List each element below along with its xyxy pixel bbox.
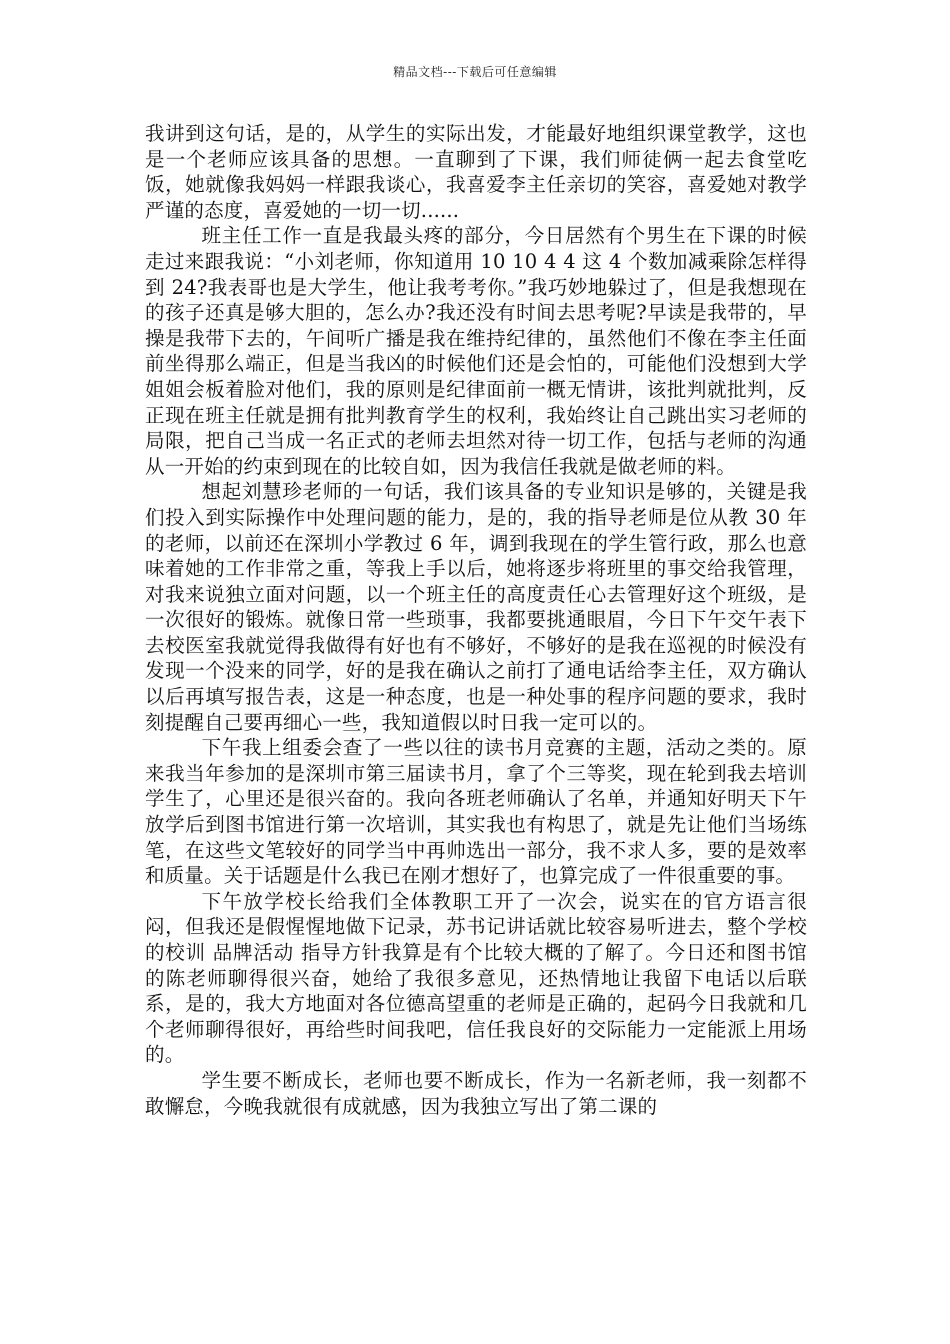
- paragraph-mentor-advice: 想起刘慧珍老师的一句话，我们该具备的专业知识是够的，关键是我们投入到实际操作中处理问题的能力，是的，我的指导老师是位从教 30 年的老师，以前还在深圳小学教过 6 年，调到我现在的学生管行政，那么也意味着她的工作非常之重，等我上手以后，她将逐步将班里的事交给我管理，对我来说独立面对问题，以一个班主任的高度责任心去管理好这个班级，是一次很好的锻炼。就像日常一些琐事，我都要挑通眼眉，今日下午交午表下去校医室我就觉得我做得有好也有不够好，不够好的是我在巡视的时候没有发现一个没来的同学，好的是我在确认之前打了通电话给李主任，双方确认以后再填写报告表，这是一种态度，也是一种处事的程序问题的要求，我时刻提醒自己要再细心一些，我知道假以时日我一定可以的。: [145, 480, 807, 734]
- paragraph-reading-month: 下午我上组委会查了一些以往的读书月竞赛的主题，活动之类的。原来我当年参加的是深圳市第三届读书月，拿了个三等奖，现在轮到我去培训学生了，心里还是很兴奋的。我向各班老师确认了名单，并通知好明天下午放学后到图书馆进行第一次培训，其实我也有构思了，就是先让他们当场练笔，在这些文笔较好的同学当中再帅选出一部分，我不求人多，要的是效率和质量。关于话题是什么我已在刚才想好了，也算完成了一件很重要的事。: [145, 736, 807, 888]
- paragraph-continued: 我讲到这句话，是的，从学生的实际出发，才能最好地组织课堂教学，这也是一个老师应该具备的思想。一直聊到了下课，我们师徒俩一起去食堂吃饭，她就像我妈妈一样跟我谈心，我喜爱李主任亲切的笑容，喜爱她对教学严谨的态度，喜爱她的一切一切......: [145, 122, 807, 222]
- paragraph-staff-meeting: 下午放学校长给我们全体教职工开了一次会，说实在的官方语言很闷，但我还是假惺惺地做下记录，苏书记讲话就比较容易听进去，整个学校的校训 品牌活动 指导方针我算是有个比较大概的了解了。今日还和图书馆的陈老师聊得很兴奋，她给了我很多意见，还热情地让我留下电话以后联系，是的，我大方地面对各位德高望重的老师是正确的，起码今日我就和几个老师聊得很好，再给些时间我吧，信任我良好的交际能力一定能派上用场的。: [145, 889, 807, 1067]
- paragraph-class-teacher-work: 班主任工作一直是我最头疼的部分，今日居然有个男生在下课的时候走过来跟我说：“小刘老师，你知道用 10 10 4 4 这 4 个数加减乘除怎样得到 24?我表哥也是大学生，他让我考考你。”我巧妙地躲过了，但是我想现在的孩子还真是够大胆的，怎么办?我还没有时间去思考呢?早读是我带的，早操是我带下去的，午间听广播是我在维持纪律的，虽然他们不像在李主任面前坐得那么端正，但是当我凶的时候他们还是会怕的，可能他们没想到大学姐姐会板着脸对他们，我的原则是纪律面前一概无情讲，该批判就批判，反正现在班主任就是拥有批判教育学生的权利，我始终让自己跳出实习老师的局限，把自己当成一名正式的老师去坦然对待一切工作，包括与老师的沟通从一开始的约束到现在的比较自如，因为我信任我就是做老师的料。: [145, 224, 807, 478]
- page-header: 精品文档---下载后可任意编辑: [393, 65, 557, 79]
- document-body: [145, 121, 807, 1119]
- paragraph-growth: 学生要不断成长，老师也要不断成长，作为一名新老师，我一刻都不敢懈怠，今晚我就很有成就感，因为我独立写出了第二课的: [145, 1068, 807, 1118]
